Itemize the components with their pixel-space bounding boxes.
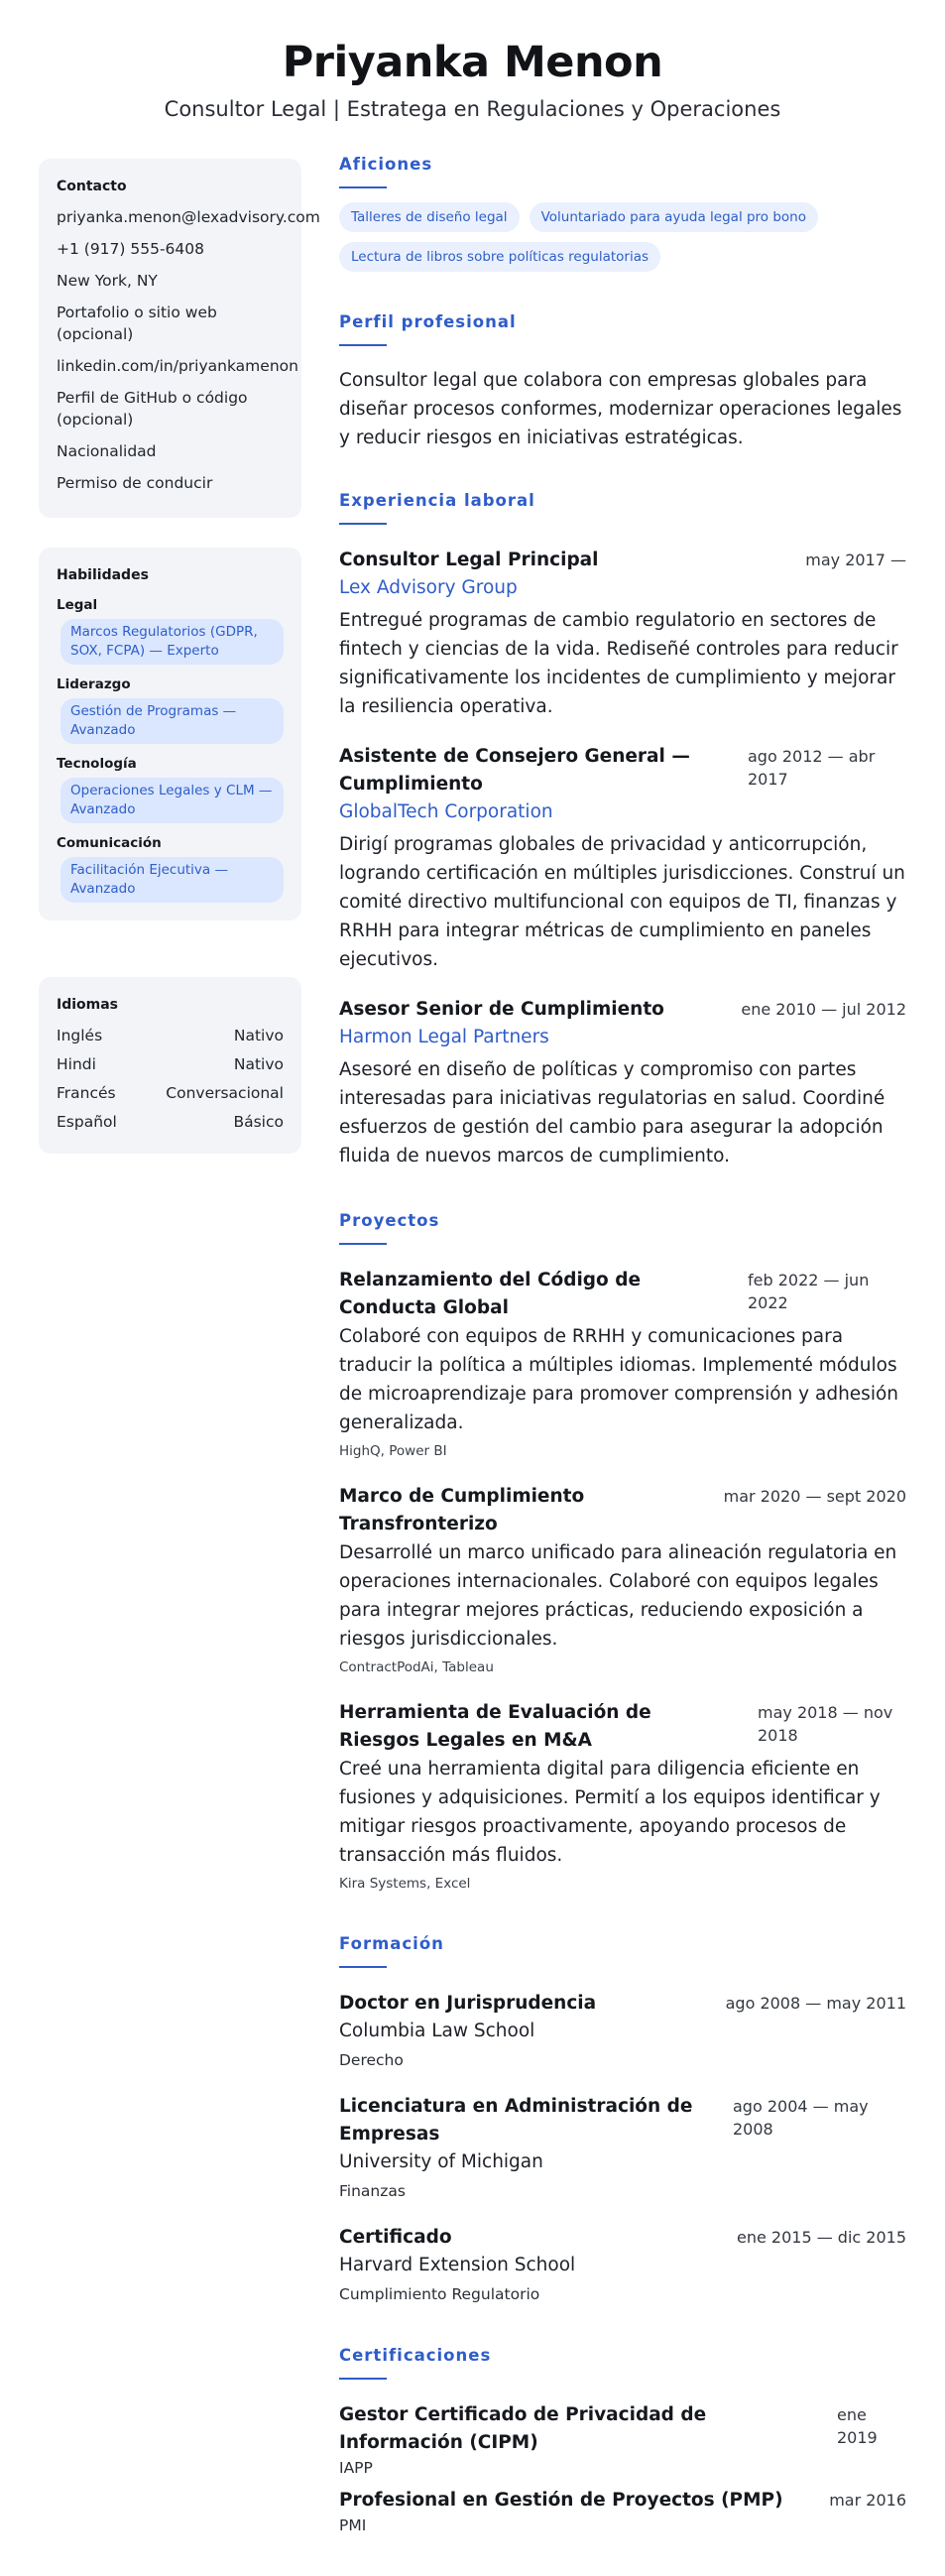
education-title: Formación — [339, 1934, 444, 1953]
language-level: Nativo — [233, 1055, 284, 1073]
job-description: Entregué programas de cambio regulatorio en sectores de fintech y ciencias de la vida. Rediseñé controles para reducir significativamente los incidentes de cumplimiento y mejorar la resiliencia operativa. — [339, 610, 898, 717]
skill-category: Liderazgo — [57, 676, 131, 692]
project-tools: HighQ, Power BI — [339, 1443, 447, 1459]
skill-category: Legal — [57, 597, 98, 613]
contact-github[interactable]: Perfil de GitHub o código (opcional) — [57, 389, 248, 429]
language-name: Francés — [57, 1084, 116, 1102]
project-description: Desarrollé un marco unificado para alineación regulatoria en operaciones internacionales. Colaboré con equipos legales para integrar mejores prácticas, reduciendo exposición a riesgos jurisdiccionales. — [339, 1542, 897, 1650]
languages-card — [39, 977, 301, 1154]
certification-entry — [339, 2487, 906, 2536]
project-date: mar 2020 — sept 2020 — [723, 1487, 906, 1506]
education-date: ago 2008 — may 2011 — [725, 1994, 906, 2013]
experience-section — [339, 490, 906, 1170]
project-name: Herramienta de Evaluación de Riesgos Legales en M&A — [339, 1702, 651, 1751]
profile-title: Perfil profesional — [339, 312, 517, 331]
language-name: Hindi — [57, 1055, 96, 1073]
skill-group-technology — [57, 754, 284, 823]
certification-date: mar 2016 — [829, 2491, 906, 2510]
education-date: ago 2004 — may 2008 — [733, 2097, 869, 2139]
language-row — [57, 1053, 284, 1075]
contact-location: New York, NY — [57, 272, 158, 290]
hobbies-list — [339, 202, 906, 272]
hobby-pill: Lectura de libros sobre políticas regulatorias — [339, 242, 660, 272]
contact-title: Contacto — [57, 179, 127, 194]
skill-pill: Marcos Regulatorios (GDPR, SOX, FCPA) — Experto — [60, 619, 284, 665]
hobbies-title: Aficiones — [339, 155, 433, 174]
skill-group-communication — [57, 833, 284, 903]
education-field: Cumplimiento Regulatorio — [339, 2285, 540, 2303]
hobbies-section — [339, 154, 906, 272]
job-role: Asistente de Consejero General — Cumplimiento — [339, 746, 690, 795]
project-tools: ContractPodAi, Tableau — [339, 1659, 494, 1675]
contact-email[interactable]: priyanka.menon@lexadvisory.com — [57, 208, 320, 226]
job-company: Lex Advisory Group — [339, 577, 518, 598]
project-date: may 2018 — nov 2018 — [758, 1703, 893, 1745]
project-name: Marco de Cumplimiento Transfronterizo — [339, 1486, 585, 1534]
job-description: Asesoré en diseño de políticas y compromiso con partes interesadas para iniciativas regulatorias en salud. Coordiné esfuerzos de gestión del cambio para asegurar la adopción fluida de nuevos marcos de cumplimiento. — [339, 1059, 886, 1166]
project-name: Relanzamiento del Código de Conducta Global — [339, 1270, 641, 1318]
section-divider — [339, 1966, 387, 1968]
section-divider — [339, 523, 387, 525]
section-divider — [339, 1243, 387, 1245]
job-date: may 2017 — — [805, 551, 906, 569]
candidate-headline: Consultor Legal | Estratega en Regulaciones y Operaciones — [164, 97, 781, 121]
certifications-title: Certificaciones — [339, 2346, 492, 2365]
language-row — [57, 1082, 284, 1104]
education-date: ene 2015 — dic 2015 — [736, 2228, 906, 2247]
contact-phone[interactable]: +1 (917) 555-6408 — [57, 240, 205, 258]
skill-group-legal — [57, 595, 284, 665]
skill-pill: Gestión de Programas — Avanzado — [60, 698, 284, 744]
certifications-section — [339, 2345, 906, 2536]
skill-category: Comunicación — [57, 835, 162, 851]
job-date: ene 2010 — jul 2012 — [741, 1000, 906, 1019]
skills-card — [39, 548, 301, 920]
section-divider — [339, 344, 387, 346]
language-level: Conversacional — [166, 1084, 284, 1102]
language-name: Inglés — [57, 1027, 103, 1044]
project-description: Colaboré con equipos de RRHH y comunicaciones para traducir la política a múltiples idiomas. Implementé módulos de microaprendizaje para promover comprensión y adhesión generalizada. — [339, 1326, 898, 1433]
certification-issuer: PMI — [339, 2516, 367, 2534]
profile-summary: Consultor legal que colabora con empresas globales para diseñar procesos conformes, modernizar operaciones legales y reducir riesgos en iniciativas estratégicas. — [339, 370, 902, 448]
contact-driving-license: Permiso de conducir — [57, 474, 213, 492]
hobby-pill: Voluntariado para ayuda legal pro bono — [530, 202, 818, 232]
project-entry — [339, 1267, 906, 1461]
education-section — [339, 1933, 906, 2305]
contact-nationality: Nacionalidad — [57, 442, 157, 460]
language-row — [57, 1025, 284, 1046]
job-role: Asesor Senior de Cumplimiento — [339, 999, 664, 1020]
projects-title: Proyectos — [339, 1211, 440, 1230]
profile-section — [339, 311, 906, 452]
education-degree: Doctor en Jurisprudencia — [339, 1993, 597, 2014]
certification-name: Profesional en Gestión de Proyectos (PMP) — [339, 2490, 783, 2511]
education-degree: Licenciatura en Administración de Empresas — [339, 2096, 693, 2145]
certification-name: Gestor Certificado de Privacidad de Información (CIPM) — [339, 2404, 707, 2453]
language-name: Español — [57, 1113, 117, 1131]
skill-category: Tecnología — [57, 756, 137, 772]
experience-entry — [339, 547, 906, 721]
project-tools: Kira Systems, Excel — [339, 1876, 471, 1892]
skill-group-leadership — [57, 675, 284, 744]
project-description: Creé una herramienta digital para diligencia eficiente en fusiones y adquisiciones. Permití a los equipos identificar y mitigar riesgos proactivamente, apoyando procesos de transacción más fluidos. — [339, 1759, 881, 1866]
project-date: feb 2022 — jun 2022 — [748, 1271, 870, 1312]
job-role: Consultor Legal Principal — [339, 550, 599, 570]
education-field: Finanzas — [339, 2182, 406, 2200]
languages-title: Idiomas — [57, 997, 119, 1013]
projects-section — [339, 1210, 906, 1894]
skill-pill: Facilitación Ejecutiva — Avanzado — [60, 857, 284, 903]
education-school: Columbia Law School — [339, 2021, 535, 2041]
education-entry — [339, 2093, 906, 2202]
experience-entry — [339, 743, 906, 974]
experience-title: Experiencia laboral — [339, 491, 535, 510]
contact-card — [39, 159, 320, 518]
education-school: Harvard Extension School — [339, 2255, 576, 2275]
education-field: Derecho — [339, 2051, 404, 2069]
job-company: GlobalTech Corporation — [339, 801, 553, 822]
main-column — [339, 154, 906, 2536]
job-company: Harmon Legal Partners — [339, 1027, 549, 1047]
skills-title: Habilidades — [57, 567, 149, 583]
education-school: University of Michigan — [339, 2151, 543, 2172]
job-description: Dirigí programas globales de privacidad y anticorrupción, logrando certificación en múltiples jurisdicciones. Construí un comité directivo multifuncional con equipos de TI, finanzas y RRHH para integrar métricas de cumplimiento en paneles ejecutivos. — [339, 834, 905, 970]
candidate-name: Priyanka Menon — [282, 38, 663, 87]
language-level: Nativo — [233, 1027, 284, 1044]
section-divider — [339, 2378, 387, 2380]
certification-entry — [339, 2401, 906, 2479]
certification-issuer: IAPP — [339, 2459, 373, 2477]
education-entry — [339, 2224, 906, 2305]
certification-date: ene 2019 — [837, 2405, 878, 2447]
job-date: ago 2012 — abr 2017 — [748, 747, 876, 789]
language-level: Básico — [233, 1113, 284, 1131]
project-entry — [339, 1699, 906, 1894]
education-entry — [339, 1990, 906, 2071]
contact-linkedin[interactable]: linkedin.com/in/priyankamenon — [57, 357, 298, 375]
language-row — [57, 1111, 284, 1133]
section-divider — [339, 186, 387, 188]
resume-header — [0, 36, 945, 123]
skill-pill: Operaciones Legales y CLM — Avanzado — [60, 778, 284, 823]
project-entry — [339, 1483, 906, 1677]
hobby-pill: Talleres de diseño legal — [339, 202, 520, 232]
experience-entry — [339, 996, 906, 1170]
education-degree: Certificado — [339, 2227, 452, 2248]
contact-portfolio[interactable]: Portafolio o sitio web (opcional) — [57, 304, 217, 343]
